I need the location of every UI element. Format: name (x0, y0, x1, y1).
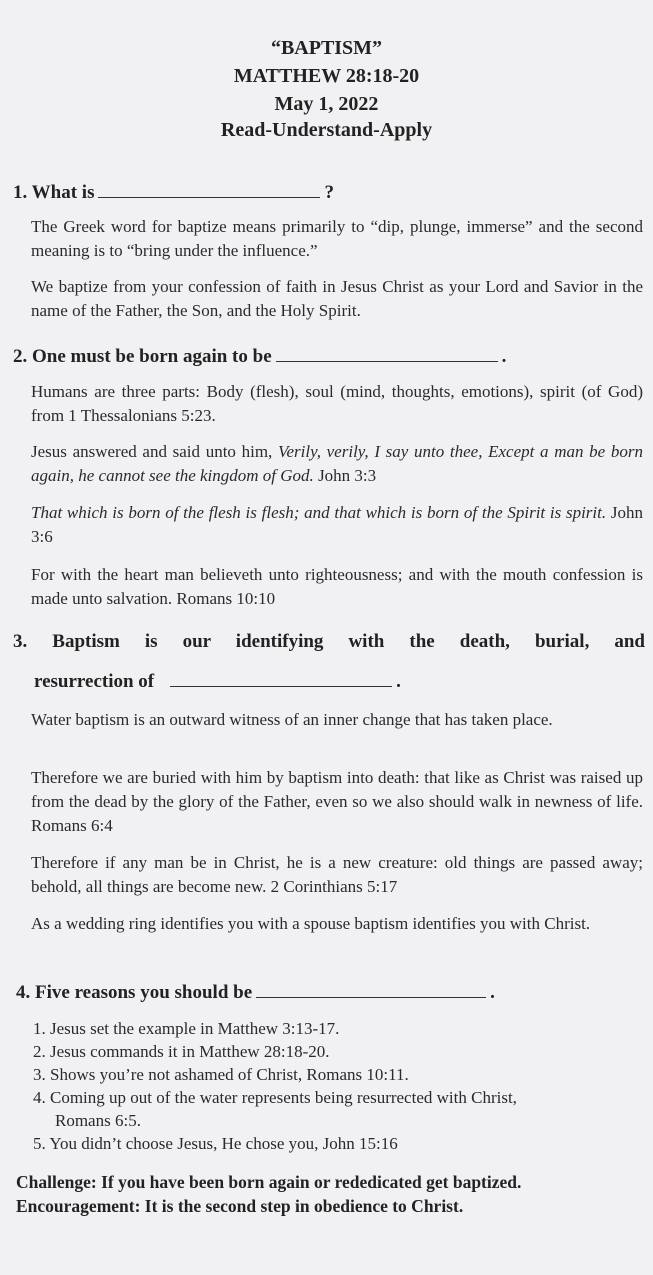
section-1-heading-end: ? (324, 182, 334, 203)
john-3-3-quote: Verily, verily, I say unto thee, Except a man be born again, he cannot see the kingdom of God. (31, 442, 644, 485)
fill-in-blank-3 (170, 670, 392, 687)
challenge-text: Challenge: If you have been born again or rededicated get baptized. (16, 1172, 522, 1192)
john-3-6-quote: That which is born of the flesh is flesh; and that which is born of the Spirit is spirit. (31, 503, 607, 522)
list-item: 3. Shows you’re not ashamed of Christ, Romans 10:11. (33, 1065, 409, 1084)
section-2-heading (13, 345, 506, 368)
section-2-paragraph-1: Humans are three parts: Body (flesh), soul (mind, thoughts, emotions), spirit (of God) from 1 Thessalonians 5:23. (31, 382, 643, 425)
section-2-paragraph-3 (31, 501, 643, 549)
list-item: 2. Jesus commands it in Matthew 28:18-20. (33, 1042, 330, 1061)
section-4-heading-end: . (490, 982, 495, 1003)
section-3-paragraph-3: Therefore if any man be in Christ, he is a new creature: old things are passed away; behold, all things are become new. 2 Corinthians 5:17 (31, 853, 643, 896)
section-1-heading (13, 181, 334, 204)
section-2-paragraph-4: For with the heart man believeth unto righteousness; and with the mouth confession is made unto salvation. Romans 10:10 (31, 565, 643, 608)
section-3-heading-text: resurrection of (34, 671, 155, 692)
section-3-paragraph-1: Water baptism is an outward witness of an inner change that has taken place. (31, 710, 553, 729)
list-item-continuation: Romans 6:5. (55, 1111, 141, 1130)
scripture-reference: MATTHEW 28:18-20 (233, 65, 420, 87)
motto: Read-Understand-Apply (220, 119, 433, 141)
sermon-title: “BAPTISM” (270, 37, 383, 59)
section-3-heading-line-1: 3. Baptism is our identifying with the death, burial, and (13, 631, 645, 652)
list-item: 1. Jesus set the example in Matthew 3:13-17. (33, 1019, 340, 1038)
list-item: 5. You didn’t choose Jesus, He chose you, John 15:16 (33, 1134, 398, 1153)
section-2-paragraph-2 (31, 440, 643, 488)
john-3-3-reference: John 3:3 (318, 466, 377, 485)
section-3-paragraph-4: As a wedding ring identifies you with a spouse baptism identifies you with Christ. (31, 914, 591, 933)
john-3-6-reference: John 3:6 (31, 503, 643, 546)
list-item: 4. Coming up out of the water represents being resurrected with Christ, (33, 1088, 517, 1107)
fill-in-blank-2 (276, 345, 498, 362)
section-4-heading (16, 981, 495, 1004)
section-1-heading-text: 1. What is (13, 182, 95, 203)
section-2-paragraph-2-lead: Jesus answered and said unto him, (31, 442, 273, 461)
section-2-heading-end: . (501, 346, 507, 367)
section-3-paragraph-2: Therefore we are buried with him by baptism into death: that like as Christ was raised up from the dead by the glory of the Father, even so we also should walk in newness of life. Romans 6:4 (31, 768, 643, 835)
section-1-paragraph-1: The Greek word for baptize means primarily to “dip, plunge, immerse” and the second meaning is to “bring under the influence.” (31, 217, 643, 260)
fill-in-blank-1 (98, 181, 320, 198)
section-1-paragraph-2: We baptize from your confession of faith in Jesus Christ as your Lord and Savior in the name of the Father, the Son, and the Holy Spirit. (31, 277, 643, 320)
fill-in-blank-4 (256, 981, 486, 998)
encouragement-text: Encouragement: It is the second step in obedience to Christ. (16, 1196, 464, 1216)
section-3-heading-end: . (396, 671, 401, 692)
sermon-date: May 1, 2022 (274, 93, 379, 115)
section-4-heading-text: 4. Five reasons you should be (16, 982, 253, 1003)
section-2-heading-text: 2. One must be born again to be (13, 346, 272, 367)
reason-list (33, 1017, 645, 1155)
section-3-heading-line-2 (34, 670, 401, 693)
